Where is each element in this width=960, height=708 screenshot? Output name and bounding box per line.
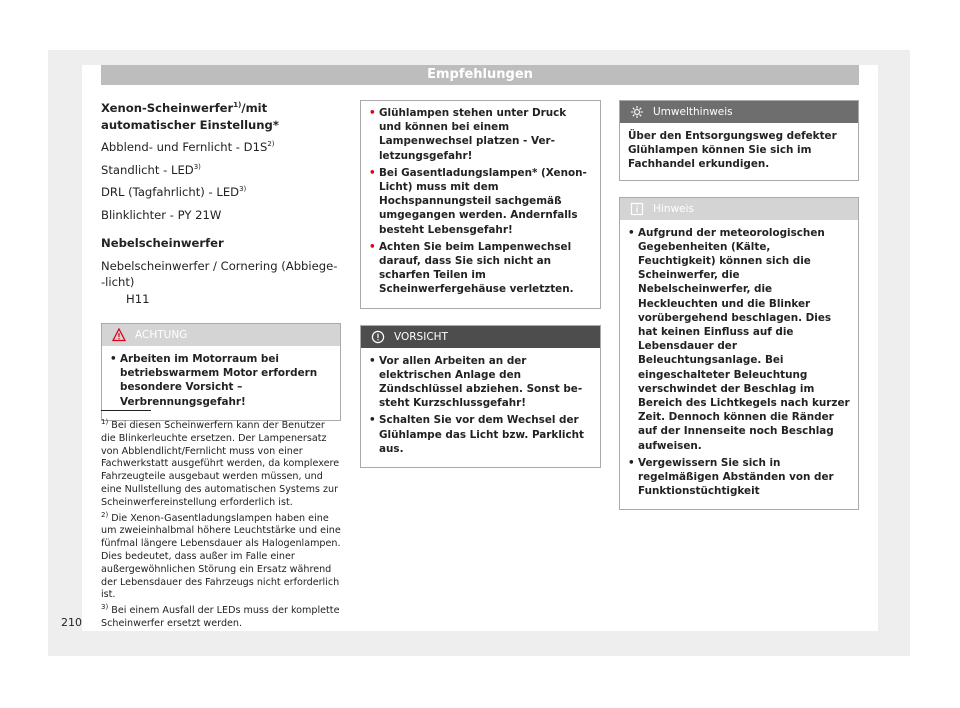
list-item: • Vergewissern Sie sich in regelmäßigen Abständen von der Funktionstüchtigkeit — [628, 456, 834, 498]
xenon-heading: Xenon-Scheinwerfer$^{1)}$/mit automatischer Einstellung* — [101, 101, 279, 132]
warning-body — [361, 101, 600, 308]
spec-abblend: Abblend- und Fernlicht - $D1S^{2)}$ — [101, 140, 275, 154]
section-header: Empfehlungen — [101, 65, 859, 85]
footnotes — [101, 417, 341, 634]
info-icon — [630, 202, 644, 216]
environment-icon — [630, 105, 644, 119]
umwelt-box — [619, 100, 859, 181]
umwelt-body: Über den Entsorgungsweg defekter Glühlampen können Sie sich im Fachhandel erkundigen. — [628, 130, 837, 171]
hinweis-header: Hinweis — [620, 198, 858, 220]
list-item: • Aufgrund der meteorologischen Gegebenheiten (Kälte, Feuchtigkeit) können sich die Scheinwerfer, die Nebelscheinwerfer, die Heckleuchten und die Blinker vorübergehend beschlagen. Dies hat keinen Einfluss auf die Lebensdauer der Beleuchtungsanlage. Bei eingeschalteter Beleuchtung verschwindet der Beschlag im Bereich des Lichtkegels nach kurzer Zeit. Dennoch können die Ränder auf der Innenseite noch Beschlag aufweisen. — [628, 226, 850, 452]
hinweis-box — [619, 197, 859, 511]
spec-nebel-value: H11 — [126, 291, 150, 306]
spec-drl: DRL (Tagfahrlicht) - LED$^{3)}$ — [101, 185, 247, 199]
footnote-ref-1: 1) — [233, 101, 242, 110]
hinweis-body — [620, 220, 858, 510]
spec-standlicht: Standlicht - LED$^{3)}$ — [101, 162, 201, 177]
achtung-body — [102, 346, 340, 420]
vorsicht-box — [360, 325, 601, 468]
nebel-heading: Nebelscheinwerfer — [101, 236, 224, 250]
vorsicht-header: VORSICHT — [361, 326, 600, 348]
footnote-3: $^{3)}$ Bei einem Ausfall der LEDs muss der komplette Scheinwerfer ersetzt werden. — [101, 602, 340, 629]
list-item: • Arbeiten im Motorraum bei betriebswarmem Motor erfordern besondere Vorsicht – Verbrennungsgefahr! — [110, 353, 318, 408]
warning-triangle-icon — [112, 328, 126, 342]
spec-nebel: Nebelscheinwerfer / Cornering (Abbiege- -licht) — [101, 258, 338, 289]
spec-blink: Blinklichter - PY 21W — [101, 207, 222, 222]
achtung-header: ACHTUNG — [102, 324, 340, 346]
footnote-2: $^{2)}$ Die Xenon-Gasentladungslampen haben eine um zweieinhalbmal höhere Leuchtstärke und eine fünfmal längere Lebensdauer als Halogenlampen. Dies bedeutet, dass außer im Falle einer außergewöhnlichen Störung ein Ersatz während der Lebensdauer des Fahrzeugs nicht erforderlich ist. — [101, 510, 341, 601]
column-right — [619, 100, 859, 510]
list-item: • Glühlampen stehen unter Druck und können bei einem Lampenwechsel platzen - Verletzungsgefahr! — [369, 107, 567, 162]
umwelt-header: Umwelthinweis — [620, 101, 858, 123]
page-number: 210 — [61, 616, 82, 629]
list-item: • Bei Gasentladungslampen* (Xenon-Licht) muss mit dem Hochspannungsteil sachgemäß umgegangen werden. Andernfalls besteht Lebensgefahr! — [369, 166, 587, 236]
footnote-1: $^{1)}$ Bei diesen Scheinwerfern kann der Benutzer die Blinkerleuchte ersetzen. Der Lampenersatz von Abblendlicht/Fernlicht muss von einer Fachwerkstatt ausgeführt werden, da komplexere Fahrzeugteile ausgebaut werden müssen, und eine Nullstellung des automatischen Systems zur Scheinwerfereinstellung erforderlich ist. — [101, 417, 340, 508]
caution-circle-icon — [371, 330, 385, 344]
list-item: • Achten Sie beim Lampenwechsel darauf, dass Sie sich nicht an scharfen Teilen im Scheinwerfergehäuse verletzten. — [369, 240, 574, 296]
column-middle — [360, 100, 601, 468]
list-item: • Vor allen Arbeiten an der elektrischen Anlage den Zündschlüssel abziehen. Sonst besteht Kurzschlussgefahr! — [369, 354, 583, 410]
footnote-divider — [101, 410, 151, 411]
column-left — [101, 100, 341, 421]
achtung-box — [101, 323, 341, 421]
list-item: • Schalten Sie vor dem Wechsel der Glühlampe das Licht bzw. Parklicht aus. — [369, 414, 584, 455]
vorsicht-body — [361, 348, 600, 467]
warning-continuation-box — [360, 100, 601, 309]
